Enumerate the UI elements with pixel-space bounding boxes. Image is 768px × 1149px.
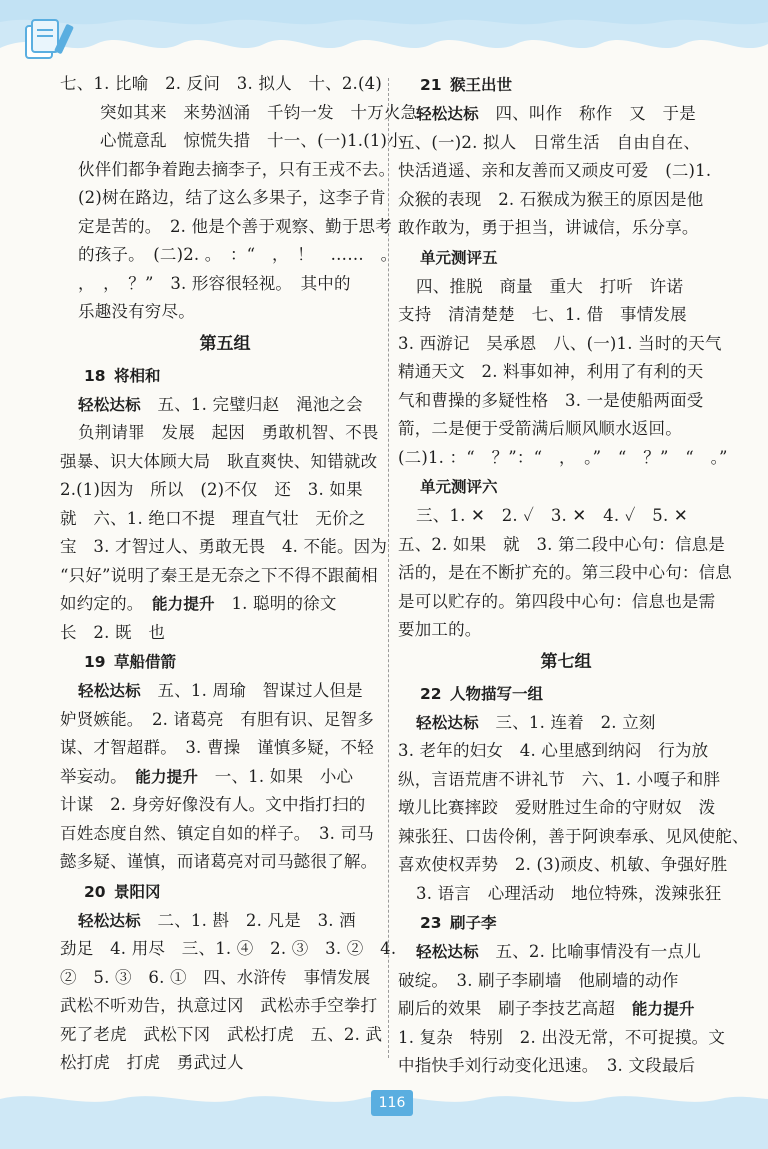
text-line: 墩儿比赛摔跤 爱财胜过生命的守财奴 泼 <box>398 798 716 817</box>
text-line: 箭，二是便于受箭满后顺风顺水返回。 <box>398 419 682 438</box>
text-line: 伙伴们都争着跑去摘李子，只有王戎不去。 <box>78 159 396 179</box>
lesson-heading <box>398 70 734 100</box>
lesson-number: 19 <box>84 653 106 671</box>
book-pencil-logo-icon <box>22 16 82 64</box>
text-segment: 五、1. 周瑜 智谋过人但是 <box>140 681 363 700</box>
text-line <box>60 590 390 619</box>
text-line: 计谋 2. 身旁好像没有人。文中指打扫的 <box>60 795 366 814</box>
text-line: 宝 3. 才智过人、勇敢无畏 4. 不能。因为 <box>60 537 388 556</box>
lesson-heading <box>60 361 390 391</box>
lesson-number: 22 <box>420 684 442 703</box>
lesson-title: 刷子李 <box>450 914 497 932</box>
text-line: 五、(一)2. 拟人 日常生活 自由自在、 <box>398 132 701 152</box>
text-line: 快活逍遥、亲和友善而又顽皮可爱 (二)1. <box>398 161 712 180</box>
unit-test-heading: 单元测评五 <box>420 248 498 267</box>
section-label: 轻松达标 <box>416 713 479 732</box>
text-line: 3. 老年的妇女 4. 心里感到纳闷 行为放 <box>398 741 709 760</box>
text-line: ② 5. ③ 6. ① 四、水浒传 事情发展 <box>60 967 371 987</box>
text-line: 活的，是在不断扩充的。第三段中心句：信息 <box>398 563 732 582</box>
section-label: 轻松达标 <box>78 911 141 930</box>
lesson-heading <box>60 647 390 677</box>
lesson-number: 23 <box>420 914 442 932</box>
lesson-heading <box>398 679 734 709</box>
text-line <box>398 995 734 1024</box>
header-wave-decoration <box>0 0 768 80</box>
text-line: 2.(1)因为 所以 (2)不仅 还 3. 如果 <box>60 480 363 499</box>
group-heading: 第七组 <box>540 651 592 672</box>
text-line: 懿多疑、谨慎，而诸葛亮对司马懿很了解。 <box>60 852 378 871</box>
text-line <box>60 907 390 936</box>
text-line <box>60 391 390 420</box>
lesson-heading <box>398 908 734 938</box>
section-label: 轻松达标 <box>416 943 479 961</box>
text-line: 中指快手刘行动变化迅速。 3. 文段最后 <box>398 1056 696 1075</box>
section-label: 能力提升 <box>151 595 215 613</box>
text-segment: 刷后的效果 刷子李技艺高超 <box>398 999 632 1018</box>
text-line: 负荆请罪 发展 起因 勇敢机智、不畏 <box>78 423 379 442</box>
text-segment: 五、2. 比喻事情没有一点儿 <box>478 942 701 961</box>
lesson-number: 18 <box>84 366 106 385</box>
page-number: 116 <box>371 1090 413 1116</box>
text-line: 是可以贮存的。第四段中心句：信息也是需 <box>398 591 716 611</box>
lesson-title: 将相和 <box>114 366 161 385</box>
section-label: 轻松达标 <box>416 105 479 123</box>
text-line: 五、2. 如果 就 3. 第二段中心句：信息是 <box>398 534 726 554</box>
lesson-title: 草船借箭 <box>114 653 177 671</box>
text-line: (二)1. ：“ ？”：“ ， 。” “ ？” “ 。” <box>398 447 728 467</box>
text-line: ， ， ？” 3. 形容很轻视。 其中的 <box>78 273 351 293</box>
text-line: 妒贤嫉能。 2. 诸葛亮 有胆有识、足智多 <box>60 709 374 729</box>
lesson-heading <box>60 877 390 907</box>
text-line <box>60 763 390 792</box>
text-line: 谋、才智超群。 3. 曹操 谨慎多疑，不轻 <box>60 738 374 757</box>
text-segment <box>141 395 158 414</box>
text-line: 四、推脱 商量 重大 打听 许诺 <box>416 276 684 296</box>
lesson-title: 景阳冈 <box>114 882 161 901</box>
text-line: 精通天文 2. 料事如神，利用了有利的天 <box>398 362 704 381</box>
text-segment: 二、1. 斟 2. 凡是 3. 酒 <box>140 910 356 930</box>
text-line: 定是苦的。 2. 他是个善于观察、勤于思考 <box>78 216 392 236</box>
text-line: 要加工的。 <box>398 620 482 639</box>
section-label: 能力提升 <box>631 1000 695 1018</box>
text-segment: 如约定的。 <box>60 594 152 613</box>
text-line: 喜欢使权弄势 2. (3)顽皮、机敏、争强好胜 <box>398 855 728 874</box>
text-segment: 四、叫作 称作 又 于是 <box>478 104 696 123</box>
text-segment: 1. 聪明的徐文 <box>214 594 337 613</box>
text-line: 的孩子。 (二)2. 。 ：“ ， ！ …… 。 <box>78 245 398 264</box>
text-line: 3. 语言 心理活动 地位特殊，泼辣张狂 <box>416 883 722 903</box>
text-segment: 三、1. 连着 2. 立刻 <box>478 712 656 732</box>
group-heading: 第五组 <box>199 333 251 354</box>
lesson-number: 20 <box>84 882 106 901</box>
text-line <box>398 938 734 967</box>
lesson-title: 人物描写一组 <box>450 684 544 703</box>
text-line: 众猴的表现 2. 石猴成为猴王的原因是他 <box>398 189 704 209</box>
section-label: 轻松达标 <box>78 682 141 700</box>
text-line: 百姓态度自然、镇定自如的样子。 3. 司马 <box>60 823 374 843</box>
text-line: 破绽。 3. 刷子李刷墙 他刷墙的动作 <box>398 970 679 990</box>
text-line: 纵，言语荒唐不讲礼节 六、1. 小嘎子和胖 <box>398 769 721 789</box>
text-segment: 举妄动。 <box>60 766 136 786</box>
text-line: (2)树在路边，结了这么多果子，这李子肯 <box>78 188 386 207</box>
text-line: 乐趣没有穷尽。 <box>78 302 195 321</box>
text-line: 死了老虎 武松下冈 武松打虎 五、2. 武 <box>60 1024 383 1044</box>
text-segment: 一、1. 如果 小心 <box>198 766 354 786</box>
text-line: 气和曹操的多疑性格 3. 一是使船两面受 <box>398 390 704 410</box>
text-line <box>398 100 734 129</box>
text-line: 松打虎 打虎 勇武过人 <box>60 1053 244 1072</box>
text-line: 强暴、识大体顾大局 耿直爽快、知错就改 <box>60 451 378 471</box>
text-line: “只好”说明了秦王是无奈之下不得不跟蔺相 <box>60 565 378 585</box>
text-segment: 五、1. 完璧归赵 渑池之会 <box>157 394 363 414</box>
section-label: 能力提升 <box>135 767 199 786</box>
text-line: 心慌意乱 惊慌失措 十一、(一)1.(1)小 <box>100 131 404 150</box>
text-line <box>60 677 390 706</box>
text-line: 辣张狂、口齿伶俐，善于阿谀奉承、见风使舵、 <box>398 826 749 846</box>
text-line: 劲足 4. 用尽 三、1. ④ 2. ③ 3. ② 4. <box>60 939 397 958</box>
text-line: 支持 清清楚楚 七、1. 借 事情发展 <box>398 305 687 324</box>
text-line: 1. 复杂 特别 2. 出没无常，不可捉摸。文 <box>398 1027 726 1047</box>
text-line: 就 六、1. 绝口不提 理直气壮 无价之 <box>60 508 366 528</box>
unit-test-heading: 单元测评六 <box>420 478 498 496</box>
lesson-title: 猴王出世 <box>450 76 513 94</box>
right-column <box>398 70 749 1081</box>
text-line: 敢作敢为，勇于担当，讲诚信，乐分享。 <box>398 218 699 237</box>
text-line: 突如其来 来势汹涌 千钧一发 十万火急 <box>100 102 418 122</box>
text-line: 武松不听劝告，执意过冈 武松赤手空拳打 <box>60 996 378 1015</box>
lesson-number: 21 <box>420 76 442 94</box>
text-line: 长 2. 既 也 <box>60 622 166 642</box>
text-line: 七、1. 比喻 2. 反问 3. 拟人 十、2.(4) <box>60 74 382 93</box>
text-line <box>398 709 734 738</box>
text-line: 三、1. ✕ 2. ✓ 3. ✕ 4. ✓ 5. ✕ <box>416 506 688 525</box>
text-line: 3. 西游记 吴承恩 八、(一)1. 当时的天气 <box>398 333 722 353</box>
section-label: 轻松达标 <box>78 395 141 414</box>
left-column <box>60 70 418 1078</box>
